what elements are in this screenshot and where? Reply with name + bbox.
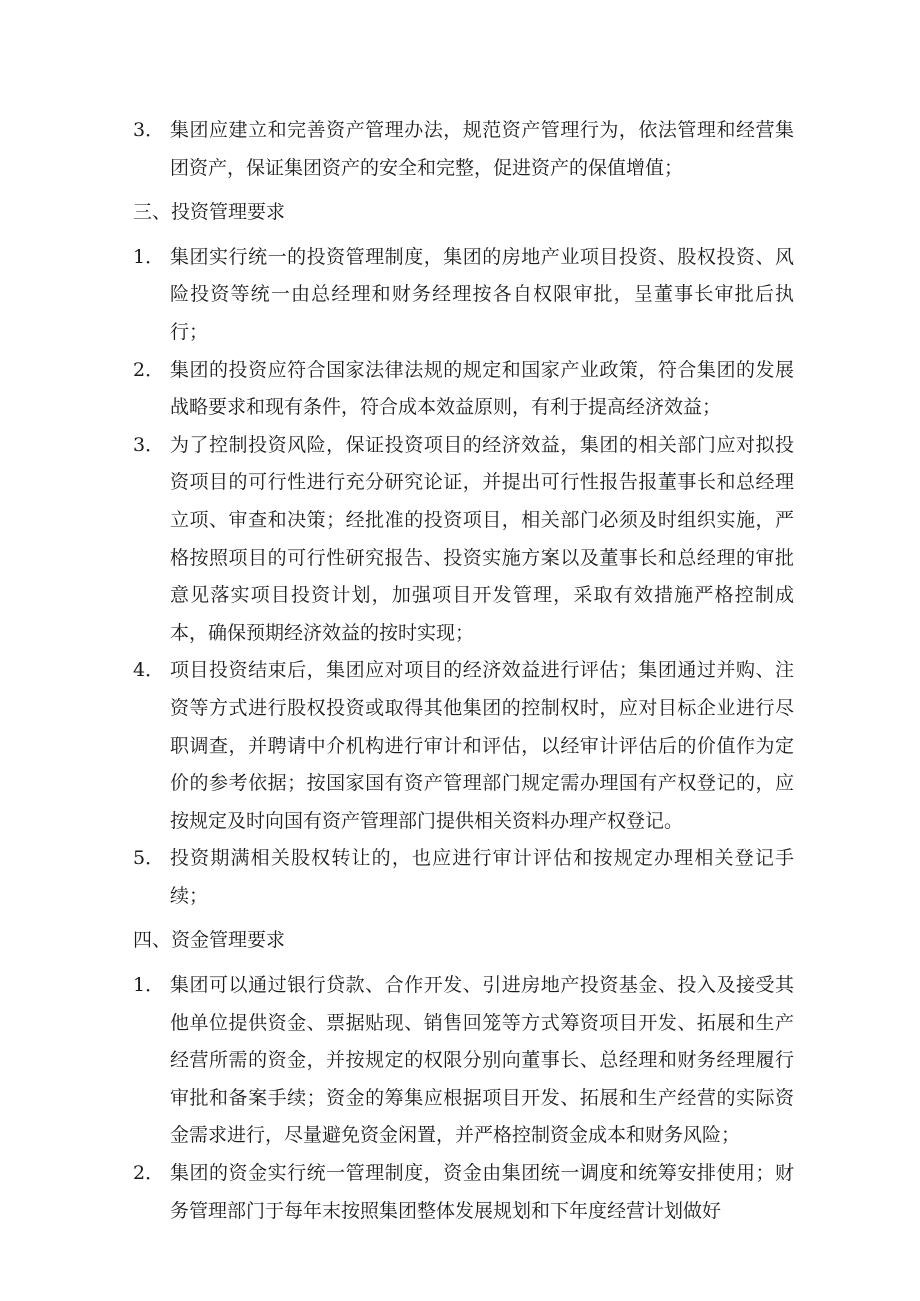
clause-text: 为了控制投资风险，保证投资项目的经济效益，集团的相关部门应对拟投资项目的可行性进行充分研究论证，并提出可行性报告报董事长和总经理立项、审查和决策；经批准的投资项目，相关部门必须及时组织实施，严格按照项目的可行性研究报告、投资实施方案以及董事长和总经理的审批意见落实项目投资计划，加强项目开发管理，采取有效措施严格控制成本，确保预期经济效益的按时实现； <box>170 433 794 644</box>
clause-4-investment <box>0 652 794 840</box>
section-heading-funds: 四、资金管理要求 <box>133 929 286 952</box>
clause-text: 投资期满相关股权转让的，也应进行审计评估和按规定办理相关登记手续； <box>170 847 794 907</box>
document-body <box>0 112 920 1230</box>
section-heading-investment: 三、投资管理要求 <box>133 201 286 224</box>
clause-number: 1． <box>133 245 165 268</box>
clause-2-funds <box>0 1155 794 1230</box>
clause-3-investment <box>0 427 794 653</box>
clause-number: 5． <box>133 847 165 870</box>
clause-text: 集团的投资应符合国家法律法规的规定和国家产业政策，符合集团的发展战略要求和现有条件，符合成本效益原则，有利于提高经济效益； <box>170 358 794 419</box>
clause-text: 集团应建立和完善资产管理办法，规范资产管理行为，依法管理和经营集团资产，保证集团资产的安全和完整，促进资产的保值增值； <box>170 119 794 179</box>
clause-text: 集团可以通过银行贷款、合作开发、引进房地产投资基金、投入及接受其他单位提供资金、票据贴现、销售回笼等方式筹资项目开发、拓展和生产经营所需的资金，并按规定的权限分别向董事长、总经理和财务经理履行审批和备案手续；资金的筹集应根据项目开发、拓展和生产经营的实际资金需求进行，尽量避免资金闲置，并严格控制资金成本和财务风险； <box>170 974 794 1147</box>
clause-1-funds <box>0 967 794 1155</box>
clause-text: 项目投资结束后，集团应对项目的经济效益进行评估；集团通过并购、注资等方式进行股权投资或取得其他集团的控制权时，应对目标企业进行尽职调查，并聘请中介机构进行审计和评估，以经审计评估后的价值作为定价的参考依据；按国家国有资产管理部门规定需办理国有产权登记的，应按规定及时向国有资产管理部门提供相关资料办理产权登记。 <box>170 659 794 832</box>
clause-number: 2． <box>133 358 165 381</box>
clause-text: 集团的资金实行统一管理制度，资金由集团统一调度和统筹安排使用；财务管理部门于每年末按照集团整体发展规划和下年度经营计划做好 <box>170 1162 794 1222</box>
clause-3-asset-management <box>0 112 794 187</box>
clause-number: 3． <box>133 119 165 141</box>
clause-number: 1． <box>133 974 165 997</box>
clause-number: 3． <box>133 433 165 456</box>
clause-number: 2． <box>133 1162 165 1185</box>
clause-1-investment <box>0 239 794 352</box>
clause-number: 4． <box>133 659 165 682</box>
clause-text: 集团实行统一的投资管理制度，集团的房地产业项目投资、股权投资、风险投资等统一由总经理和财务经理按各自权限审批，呈董事长审批后执行； <box>170 245 794 343</box>
clause-5-investment <box>0 840 794 915</box>
clause-2-investment <box>0 352 794 427</box>
